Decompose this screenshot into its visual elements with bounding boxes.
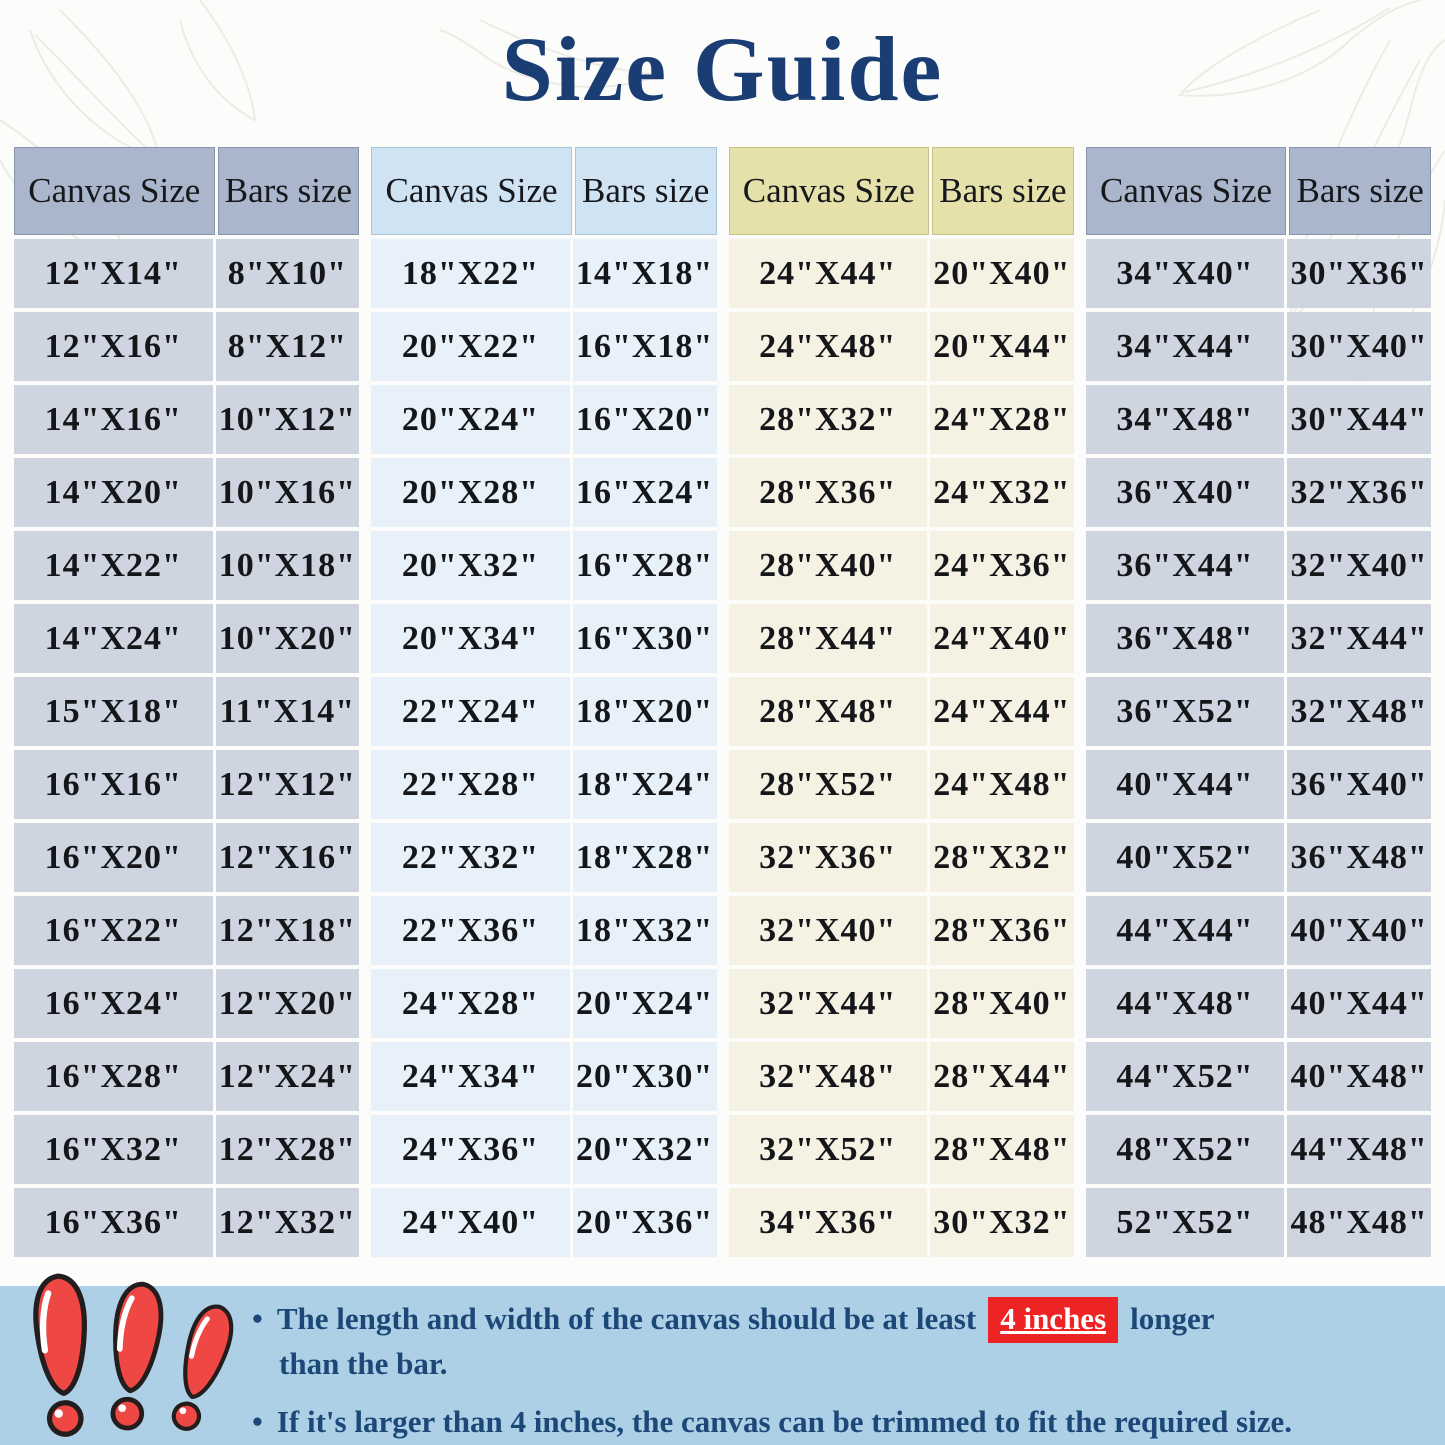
bars-size-cell: 16"X24" [573, 458, 717, 527]
table-body [729, 239, 1074, 1257]
table-row [729, 1042, 1074, 1111]
table-row [729, 677, 1074, 746]
table-row [1086, 458, 1431, 527]
bars-size-cell: 30"X44" [1287, 385, 1431, 454]
canvas-size-cell: 24"X28" [371, 969, 570, 1038]
table-row [1086, 1042, 1431, 1111]
bars-size-cell: 12"X24" [216, 1042, 360, 1111]
canvas-size-cell: 16"X16" [14, 750, 213, 819]
table-row [371, 823, 716, 892]
canvas-size-cell: 28"X36" [729, 458, 928, 527]
canvas-size-cell: 34"X36" [729, 1188, 928, 1257]
canvas-size-cell: 44"X52" [1086, 1042, 1285, 1111]
canvas-size-cell: 24"X36" [371, 1115, 570, 1184]
bars-size-cell: 20"X32" [573, 1115, 717, 1184]
table-row [14, 531, 359, 600]
table-row [14, 385, 359, 454]
bars-size-cell: 8"X10" [216, 239, 360, 308]
table-header-row [1086, 147, 1431, 235]
note2-text: If it's larger than 4 inches, the canvas can be trimmed to fit the required size. [276, 1404, 1293, 1439]
canvas-size-header: Canvas Size [729, 147, 930, 235]
table-row [1086, 750, 1431, 819]
table-row [729, 312, 1074, 381]
bars-size-cell: 20"X44" [930, 312, 1074, 381]
bars-size-cell: 24"X36" [930, 531, 1074, 600]
canvas-size-cell: 22"X24" [371, 677, 570, 746]
table-row [729, 969, 1074, 1038]
table-row [729, 239, 1074, 308]
bars-size-cell: 48"X48" [1287, 1188, 1431, 1257]
bars-size-cell: 16"X28" [573, 531, 717, 600]
table-row [371, 969, 716, 1038]
canvas-size-cell: 20"X32" [371, 531, 570, 600]
table-row [14, 312, 359, 381]
bars-size-cell: 16"X20" [573, 385, 717, 454]
canvas-size-cell: 20"X24" [371, 385, 570, 454]
bars-size-cell: 12"X28" [216, 1115, 360, 1184]
table-row [14, 896, 359, 965]
bars-size-cell: 20"X30" [573, 1042, 717, 1111]
table-row [1086, 385, 1431, 454]
canvas-size-cell: 36"X40" [1086, 458, 1285, 527]
table-row [371, 312, 716, 381]
bars-size-cell: 20"X40" [930, 239, 1074, 308]
bars-size-cell: 18"X20" [573, 677, 717, 746]
table-row [14, 969, 359, 1038]
canvas-size-cell: 40"X52" [1086, 823, 1285, 892]
canvas-size-cell: 52"X52" [1086, 1188, 1285, 1257]
table-header-row [729, 147, 1074, 235]
table-row [729, 1115, 1074, 1184]
table-row [14, 239, 359, 308]
note1-text-end: longer [1130, 1301, 1215, 1336]
canvas-size-cell: 14"X24" [14, 604, 213, 673]
notes-section [252, 1297, 1432, 1443]
canvas-size-cell: 16"X20" [14, 823, 213, 892]
bars-size-cell: 10"X16" [216, 458, 360, 527]
bars-size-cell: 32"X40" [1287, 531, 1431, 600]
bars-size-cell: 24"X32" [930, 458, 1074, 527]
bars-size-cell: 11"X14" [216, 677, 360, 746]
canvas-size-cell: 15"X18" [14, 677, 213, 746]
bars-size-cell: 10"X18" [216, 531, 360, 600]
table-row [371, 531, 716, 600]
table-row [729, 531, 1074, 600]
bars-size-cell: 12"X12" [216, 750, 360, 819]
table-row [14, 677, 359, 746]
canvas-size-cell: 28"X52" [729, 750, 928, 819]
exclamation-marks-icon [20, 1268, 248, 1445]
bars-size-cell: 20"X24" [573, 969, 717, 1038]
bars-size-cell: 24"X44" [930, 677, 1074, 746]
page-title: Size Guide [501, 18, 944, 120]
table-row [729, 1188, 1074, 1257]
canvas-size-cell: 12"X14" [14, 239, 213, 308]
highlight-4-inches: 4 inches [988, 1297, 1118, 1343]
table-row [371, 677, 716, 746]
table-body [371, 239, 716, 1257]
bars-size-cell: 20"X36" [573, 1188, 717, 1257]
canvas-size-cell: 20"X34" [371, 604, 570, 673]
table-body [1086, 239, 1431, 1257]
canvas-size-cell: 16"X28" [14, 1042, 213, 1111]
table-row [371, 385, 716, 454]
canvas-size-cell: 32"X40" [729, 896, 928, 965]
table-row [1086, 1188, 1431, 1257]
canvas-size-cell: 36"X44" [1086, 531, 1285, 600]
bars-size-cell: 10"X20" [216, 604, 360, 673]
note-bullet: • [252, 1301, 263, 1336]
canvas-size-cell: 22"X36" [371, 896, 570, 965]
note1-line2: than the bar. [279, 1346, 448, 1381]
bars-size-cell: 36"X48" [1287, 823, 1431, 892]
note-line [252, 1297, 1432, 1343]
bars-size-cell: 32"X44" [1287, 604, 1431, 673]
table-row [729, 458, 1074, 527]
bars-size-cell: 40"X48" [1287, 1042, 1431, 1111]
bars-size-cell: 40"X40" [1287, 896, 1431, 965]
canvas-size-cell: 16"X32" [14, 1115, 213, 1184]
bars-size-cell: 28"X36" [930, 896, 1074, 965]
canvas-size-cell: 14"X20" [14, 458, 213, 527]
table-row [1086, 239, 1431, 308]
table-row [371, 1115, 716, 1184]
canvas-size-cell: 20"X28" [371, 458, 570, 527]
size-table-3 [729, 147, 1074, 1257]
bars-size-cell: 12"X18" [216, 896, 360, 965]
canvas-size-cell: 14"X22" [14, 531, 213, 600]
canvas-size-cell: 22"X28" [371, 750, 570, 819]
bars-size-cell: 36"X40" [1287, 750, 1431, 819]
table-row [371, 750, 716, 819]
bars-size-cell: 16"X30" [573, 604, 717, 673]
table-row [371, 239, 716, 308]
table-row [1086, 677, 1431, 746]
note1-text: The length and width of the canvas should be at least [276, 1301, 977, 1336]
canvas-size-cell: 34"X48" [1086, 385, 1285, 454]
note-bullet: • [252, 1404, 263, 1439]
table-row [1086, 531, 1431, 600]
table-row [14, 823, 359, 892]
bars-size-cell: 18"X32" [573, 896, 717, 965]
canvas-size-cell: 32"X44" [729, 969, 928, 1038]
canvas-size-cell: 12"X16" [14, 312, 213, 381]
bars-size-cell: 8"X12" [216, 312, 360, 381]
table-row [14, 1042, 359, 1111]
canvas-size-cell: 22"X32" [371, 823, 570, 892]
table-row [14, 750, 359, 819]
canvas-size-cell: 32"X48" [729, 1042, 928, 1111]
canvas-size-cell: 32"X36" [729, 823, 928, 892]
canvas-size-cell: 44"X48" [1086, 969, 1285, 1038]
canvas-size-cell: 16"X24" [14, 969, 213, 1038]
table-row [1086, 969, 1431, 1038]
table-header-row [371, 147, 716, 235]
table-row [1086, 312, 1431, 381]
canvas-size-cell: 24"X48" [729, 312, 928, 381]
table-row [371, 604, 716, 673]
bars-size-header: Bars size [575, 147, 717, 235]
table-body [14, 239, 359, 1257]
canvas-size-cell: 16"X36" [14, 1188, 213, 1257]
canvas-size-cell: 34"X40" [1086, 239, 1285, 308]
canvas-size-header: Canvas Size [14, 147, 215, 235]
bars-size-cell: 28"X48" [930, 1115, 1074, 1184]
bars-size-cell: 24"X40" [930, 604, 1074, 673]
bars-size-cell: 10"X12" [216, 385, 360, 454]
table-row [371, 458, 716, 527]
bars-size-cell: 28"X44" [930, 1042, 1074, 1111]
canvas-size-cell: 28"X44" [729, 604, 928, 673]
note-line [252, 1401, 1432, 1443]
canvas-size-cell: 28"X48" [729, 677, 928, 746]
bars-size-cell: 14"X18" [573, 239, 717, 308]
canvas-size-cell: 34"X44" [1086, 312, 1285, 381]
canvas-size-cell: 44"X44" [1086, 896, 1285, 965]
table-row [14, 458, 359, 527]
size-table-2 [371, 147, 716, 1257]
canvas-size-cell: 24"X44" [729, 239, 928, 308]
bars-size-cell: 40"X44" [1287, 969, 1431, 1038]
bars-size-cell: 24"X48" [930, 750, 1074, 819]
bars-size-cell: 18"X28" [573, 823, 717, 892]
size-table-1 [14, 147, 359, 1257]
bars-size-cell: 30"X40" [1287, 312, 1431, 381]
table-row [729, 823, 1074, 892]
size-tables [14, 147, 1431, 1257]
table-row [371, 896, 716, 965]
table-row [14, 604, 359, 673]
canvas-size-cell: 20"X22" [371, 312, 570, 381]
bars-size-cell: 44"X48" [1287, 1115, 1431, 1184]
canvas-size-cell: 14"X16" [14, 385, 213, 454]
bars-size-header: Bars size [1289, 147, 1431, 235]
table-row [371, 1042, 716, 1111]
table-row [371, 1188, 716, 1257]
bars-size-cell: 28"X40" [930, 969, 1074, 1038]
table-header-row [14, 147, 359, 235]
bars-size-header: Bars size [218, 147, 360, 235]
bars-size-cell: 30"X32" [930, 1188, 1074, 1257]
canvas-size-cell: 40"X44" [1086, 750, 1285, 819]
canvas-size-cell: 32"X52" [729, 1115, 928, 1184]
canvas-size-cell: 28"X40" [729, 531, 928, 600]
bars-size-cell: 24"X28" [930, 385, 1074, 454]
table-row [1086, 896, 1431, 965]
table-row [1086, 604, 1431, 673]
bars-size-cell: 32"X36" [1287, 458, 1431, 527]
canvas-size-cell: 16"X22" [14, 896, 213, 965]
canvas-size-header: Canvas Size [1086, 147, 1287, 235]
canvas-size-header: Canvas Size [371, 147, 572, 235]
canvas-size-cell: 28"X32" [729, 385, 928, 454]
table-row [729, 750, 1074, 819]
table-row [729, 604, 1074, 673]
bars-size-cell: 28"X32" [930, 823, 1074, 892]
canvas-size-cell: 36"X52" [1086, 677, 1285, 746]
bars-size-cell: 16"X18" [573, 312, 717, 381]
bars-size-cell: 30"X36" [1287, 239, 1431, 308]
bars-size-cell: 32"X48" [1287, 677, 1431, 746]
table-row [14, 1188, 359, 1257]
canvas-size-cell: 36"X48" [1086, 604, 1285, 673]
bars-size-header: Bars size [932, 147, 1074, 235]
canvas-size-cell: 48"X52" [1086, 1115, 1285, 1184]
table-row [729, 385, 1074, 454]
table-row [14, 1115, 359, 1184]
canvas-size-cell: 24"X40" [371, 1188, 570, 1257]
bars-size-cell: 18"X24" [573, 750, 717, 819]
bars-size-cell: 12"X16" [216, 823, 360, 892]
canvas-size-cell: 18"X22" [371, 239, 570, 308]
bars-size-cell: 12"X20" [216, 969, 360, 1038]
table-row [729, 896, 1074, 965]
size-table-4 [1086, 147, 1431, 1257]
table-row [1086, 823, 1431, 892]
table-row [1086, 1115, 1431, 1184]
bars-size-cell: 12"X32" [216, 1188, 360, 1257]
canvas-size-cell: 24"X34" [371, 1042, 570, 1111]
